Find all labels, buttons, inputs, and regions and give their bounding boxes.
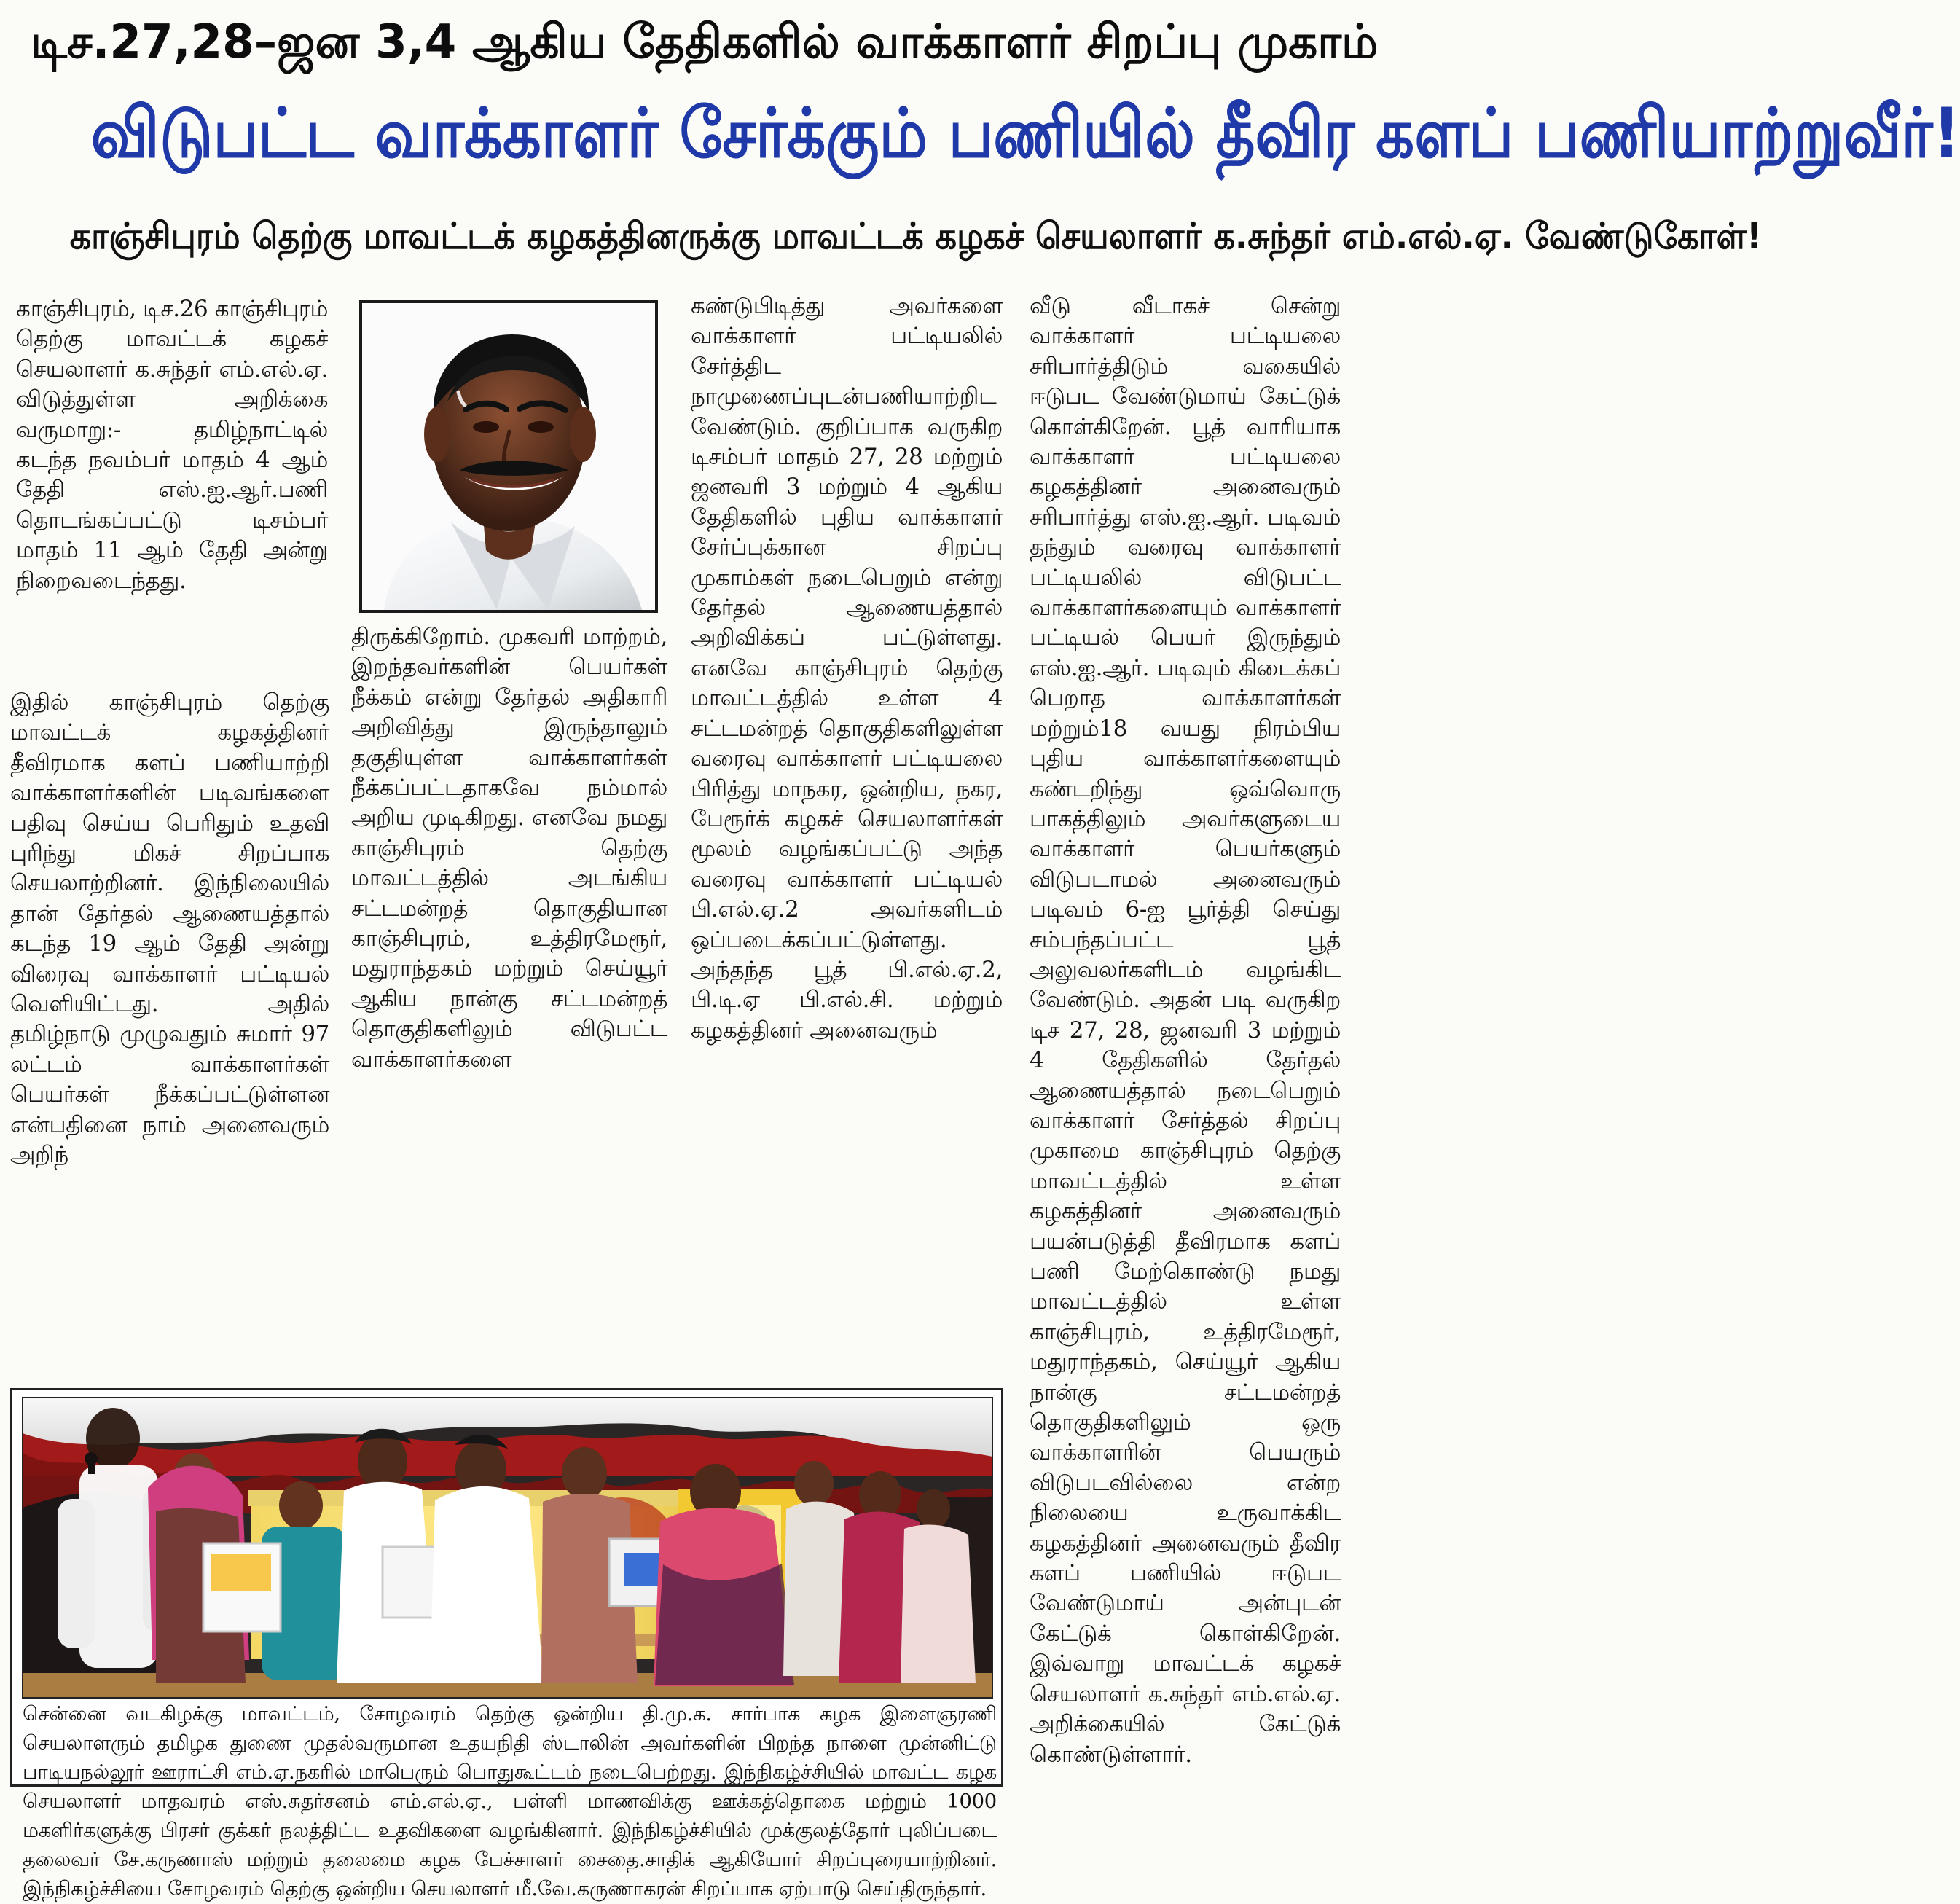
article-column-4 — [1030, 291, 1341, 1787]
article-column-1-bottom-text: இதில் காஞ்சிபுரம் தெற்கு மாவட்டக் கழகத்தினர் தீவிரமாக களப் பணியாற்றி வாக்காளர்களின் படிவங்களை பதிவு செய்ய பெரிதும் உதவி புரிந்து மிகச் சிறப்பாக செயலாற்றினர். இந்நிலையில் தான் தேர்தல் ஆணையத்தால் கடந்த 19 ஆம் தேதி அன்று விரைவு வாக்காளர் பட்டியல் வெளியிட்டது. அதில் தமிழ்நாடு முழுவதும் சுமார் 97 லட்டம் வாக்காளர்கள் பெயர்கள் நீக்கப்பட்டுள்ளன என்பதினை நாம் அனைவரும் அறிந் — [10, 689, 329, 1169]
top-headline: டிச.27,28–ஜன 3,4 ஆகிய தேதிகளில் வாக்காளர் சிறப்பு முகாம் — [30, 15, 1379, 69]
article-column-4-text: வீடு வீடாகச் சென்று வாக்காளர் பட்டியலை சரிபார்த்திடும் வகையில் ஈடுபட வேண்டுமாய் கேட்டுக் கொள்கிறேன். பூத் வாரியாக வாக்காளர் பட்டியலை கழகத்தினர் அனைவரும் சரிபார்த்து எஸ்.ஐ.ஆர். படிவம் தந்தும் வரைவு வாக்காளர் பட்டியலில் விடுபட்ட வாக்காளர்களையும் வாக்காளர் பட்டியல் பெயர் இருந்தும் எஸ்.ஐ.ஆர். படிவும் கிடைக்கப் பெறாத வாக்காளர்கள் மற்றும்18 வயது நிரம்பிய புதிய வாக்காளர்களையும் கண்டறிந்து ஒவ்வொரு பாகத்திலும் அவர்களுடைய வாக்காளர் பெயர்களும் விடுபடாமல் அனைவரும் படிவம் 6-ஐ பூர்த்தி செய்து சம்பந்தப்பட்ட பூத் அலுவலர்களிடம் வழங்கிட வேண்டும். அதன் படி வருகிற டிச 27, 28, ஜனவரி 3 மற்றும் 4 தேதிகளில் தேர்தல் ஆணையத்தால் நடைபெறும் வாக்காளர் சேர்த்தல் சிறப்பு முகாமை காஞ்சிபுரம் தெற்கு மாவட்டத்தில் உள்ள கழகத்தினர் அனைவரும் பயன்படுத்தி தீவிரமாக களப் பணி மேற்கொண்டு நமது மாவட்டத்தில் உள்ள காஞ்சிபுரம், உத்திரமேரூர், மதுராந்தகம், செய்யூர் ஆகிய நான்கு சட்டமன்றத் தொகுதிகளிலும் ஒரு வாக்காளரின் பெயரும் விடுபடவில்லை என்ற நிலையை உருவாக்கிட கழகத்தினர் அனைவரும் தீவிர களப் பணியில் ஈடுபட வேண்டுமாய் அன்புடன் கேட்டுக் கொள்கிறேன். இவ்வாறு மாவட்டக் கழகச் செயலாளர் க.சுந்தர் எம்.எல்.ஏ. அறிக்கையில் கேட்டுக் கொண்டுள்ளார். — [1030, 293, 1341, 1768]
portrait-photo — [359, 300, 658, 613]
event-photo-caption — [23, 1700, 997, 1900]
event-photo — [23, 1398, 992, 1698]
article-column-1-bottom — [10, 688, 329, 1386]
event-photo-caption-text: சென்னை வடகிழக்கு மாவட்டம், சோழவரம் தெற்கு ஒன்றிய தி.மு.க. சார்பாக கழக இளைஞரணி செயலாளரும் தமிழக துணை முதல்வருமான உதயநிதி ஸ்டாலின் அவர்களின் பிறந்த நாளை முன்னிட்டு பாடியநல்லூர் ஊராட்சி எம்.ஏ.நகரில் மாபெரும் பொதுகூட்டம் நடைபெற்றது. இந்நிகழ்ச்சியில் மாவட்ட கழக செயலாளர் மாதவரம் எஸ்.சுதர்சனம் எம்.எல்.ஏ., பள்ளி மாணவிக்கு ஊக்கத்தொகை மற்றும் 1000 மகளிர்களுக்கு பிரசர் குக்கர் நலத்திட்ட உதவிகளை வழங்கினார். இந்நிகழ்ச்சியில் முக்குலத்தோர் புலிப்படை தலைவர் சே.கருணாஸ் மற்றும் தலைமை கழக பேச்சாளர் சைதை.சாதிக் ஆகியோர் சிறப்புரையாற்றினர். இந்நிகழ்ச்சியை சோழவரம் தெற்கு ஒன்றிய செயலாளர் மீ.வே.கருணாகரன் சிறப்பாக ஏற்பாடு செய்திருந்தார். — [23, 1703, 997, 1900]
sub-headline: காஞ்சிபுரம் தெற்கு மாவட்டக் கழகத்தினருக்கு மாவட்டக் கழகச் செயலாளர் க.சுந்தர் எம்.எல்.ஏ. வேண்டுகோள்! — [69, 215, 1763, 257]
event-photo-frame — [10, 1388, 1003, 1900]
article-column-1-top — [16, 294, 328, 685]
article-column-1-top-text: காஞ்சிபுரம், டிச.26 காஞ்சிபுரம் தெற்கு மாவட்டக் கழகச் செயலாளர் க.சுந்தர் எம்.எல்.ஏ. விடுத்துள்ள அறிக்கை வருமாறு:- தமிழ்நாட்டில் கடந்த நவம்பர் மாதம் 4 ஆம் தேதி எஸ்.ஐ.ஆர்.பணி தொடங்கப்பட்டு டிசம்பர் மாதம் 11 ஆம் தேதி அன்று நிறைவடைந்தது. — [16, 296, 328, 594]
article-column-3-text: கண்டுபிடித்து அவர்களை வாக்காளர் பட்டியலில் சேர்த்திட நாமுணைப்புடன்பணியாற்றிட வேண்டும். குறிப்பாக வருகிற டிசம்பர் மாதம் 27, 28 மற்றும் ஜனவரி 3 மற்றும் 4 ஆகிய தேதிகளில் புதிய வாக்காளர் சேர்ப்புக்கான சிறப்பு முகாம்கள் நடைபெறும் என்று தேர்தல் ஆணையத்தால் அறிவிக்கப் பட்டுள்ளது. எனவே காஞ்சிபுரம் தெற்கு மாவட்டத்தில் உள்ள 4 சட்டமன்றத் தொகுதிகளிலுள்ள வரைவு வாக்காளர் பட்டியலை பிரித்து மாநகர, ஒன்றிய, நகர, பேரூர்க் கழகச் செயலாளர்கள் மூலம் வழங்கப்பட்டு அந்த வரைவு வாக்காளர் பட்டியல் பி.எல்.ஏ.2 அவர்களிடம் ஒப்படைக்கப்பட்டுள்ளது. அந்தந்த பூத் பி.எல்.ஏ.2, பி.டி.ஏ பி.எல்.சி. மற்றும் கழகத்தினர் அனைவரும் — [691, 293, 1003, 1043]
article-column-2-text: திருக்கிறோம். முகவரி மாற்றம், இறந்தவர்களின் பெயர்கள் நீக்கம் என்று தேர்தல் அதிகாரி அறிவித்து இருந்தாலும் தகுதியுள்ள வாக்காளர்கள் நீக்கப்பட்டதாகவே நம்மால் அறிய முடிகிறது. எனவே நமது காஞ்சிபுரம் தெற்கு மாவட்டத்தில் அடங்கிய சட்டமன்றத் தொகுதியான காஞ்சிபுரம், உத்திரமேரூர், மதுராந்தகம் மற்றும் செய்யூர் ஆகிய நான்கு சட்டமன்றத் தொகுதிகளிலும் விடுபட்ட வாக்காளர்களை — [351, 624, 667, 1073]
main-headline: விடுபட்ட வாக்காளர் சேர்க்கும் பணியில் தீவிர களப் பணியாற்றுவீர்! — [90, 94, 1960, 173]
article-column-3 — [691, 291, 1003, 1383]
article-column-2 — [351, 622, 667, 1384]
